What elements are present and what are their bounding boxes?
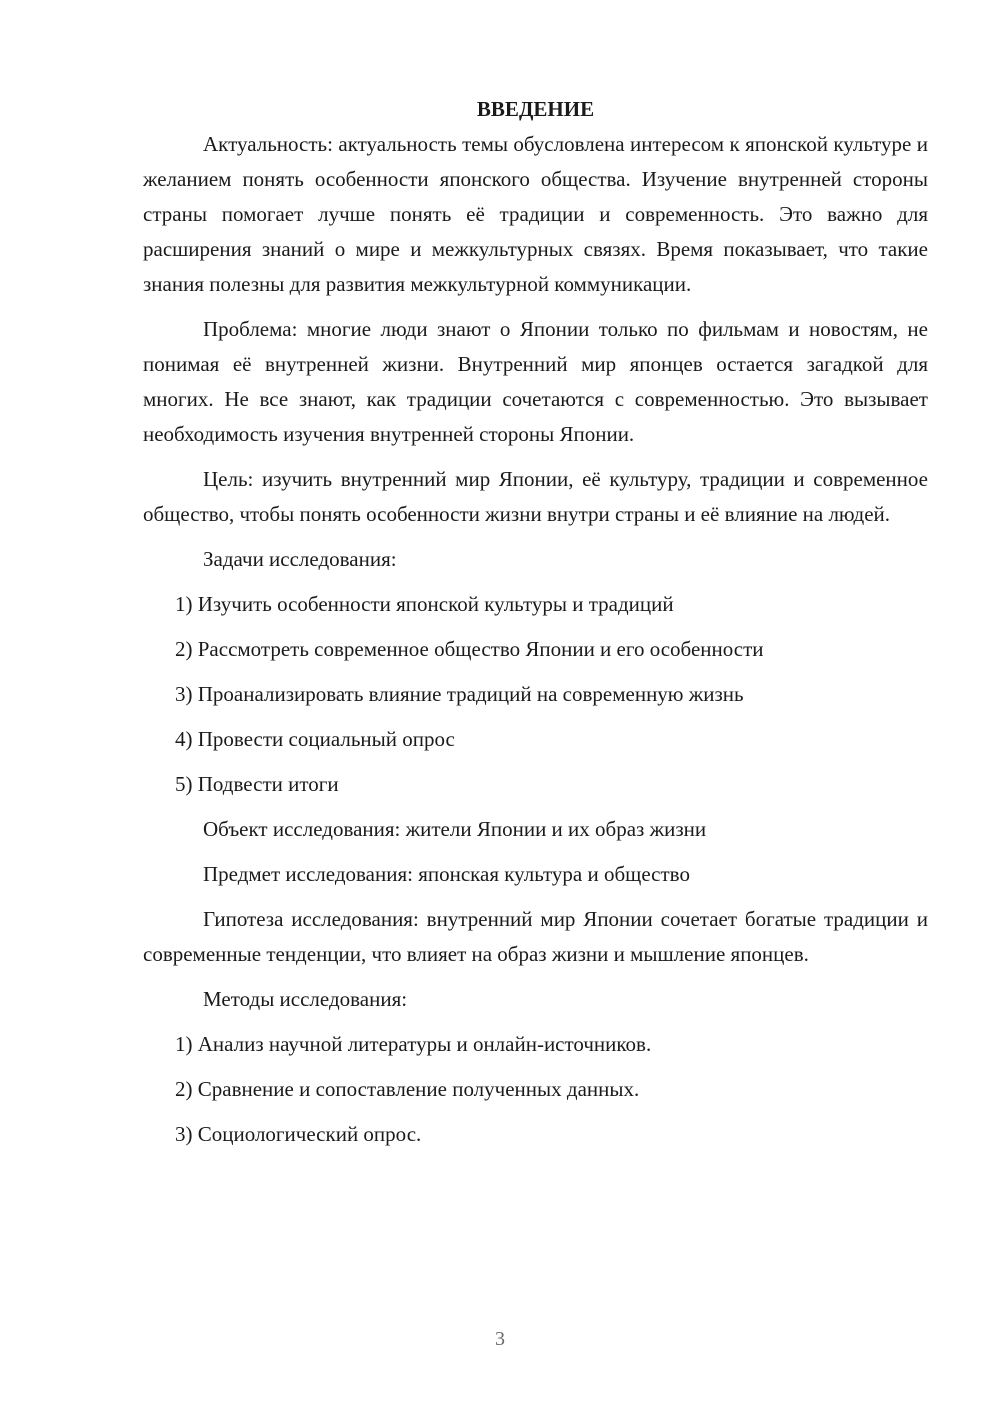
page-heading: ВВЕДЕНИЕ <box>476 97 595 121</box>
method-item-3: 3) Социологический опрос. <box>175 1122 422 1146</box>
relevance-paragraph: Актуальность: актуальность темы обусловлена интересом к японской культуре и желанием понять особенности японского общества. Изучение внутренней стороны страны помогает лучше понять её традиции и современность. Это важно для расширения знаний о мире и межкультурных связях. Время показывает, что такие знания полезны для развития межкультурной коммуникации. <box>143 132 928 296</box>
object-line: Объект исследования: жители Японии и их образ жизни <box>203 817 707 841</box>
task-item-5: 5) Подвести итоги <box>175 772 339 796</box>
task-item-1: 1) Изучить особенности японской культуры и традиций <box>175 592 674 616</box>
task-item-4: 4) Провести социальный опрос <box>175 727 455 751</box>
goal-paragraph: Цель: изучить внутренний мир Японии, её культуру, традиции и современное общество, чтобы понять особенности жизни внутри страны и её влияние на людей. <box>143 467 928 526</box>
method-item-2: 2) Сравнение и сопоставление полученных данных. <box>175 1077 640 1101</box>
methods-title: Методы исследования: <box>203 987 408 1011</box>
task-item-3: 3) Проанализировать влияние традиций на современную жизнь <box>175 682 744 706</box>
hypothesis-paragraph: Гипотеза исследования: внутренний мир Японии сочетает богатые традиции и современные тенденции, что влияет на образ жизни и мышление японцев. <box>143 907 928 966</box>
task-item-2: 2) Рассмотреть современное общество Японии и его особенности <box>175 637 764 661</box>
page-number: 3 <box>495 1328 505 1350</box>
tasks-title: Задачи исследования: <box>203 547 397 571</box>
subject-line: Предмет исследования: японская культура и общество <box>203 862 690 886</box>
document-page <box>143 92 928 1152</box>
method-item-1: 1) Анализ научной литературы и онлайн-источников. <box>175 1032 652 1056</box>
problem-paragraph: Проблема: многие люди знают о Японии только по фильмам и новостям, не понимая её внутренней жизни. Внутренний мир японцев остается загадкой для многих. Не все знают, как традиции сочетаются с современностью. Это вызывает необходимость изучения внутренней стороны Японии. <box>143 317 928 446</box>
